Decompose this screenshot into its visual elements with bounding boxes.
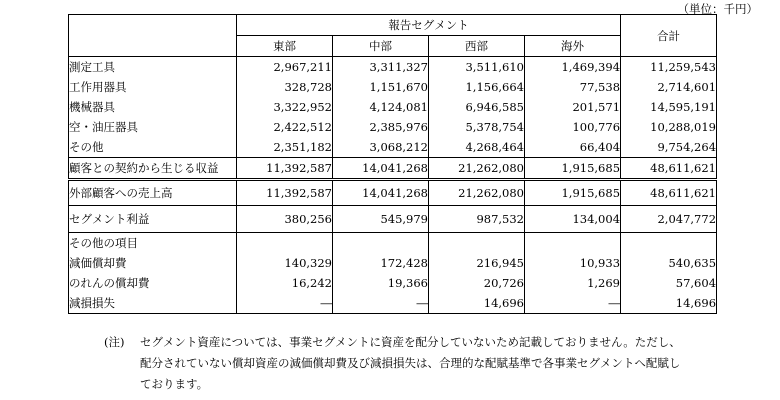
header-segment-east: 東部 <box>237 36 333 57</box>
header-blank <box>69 15 237 57</box>
table-row-segment-profit: セグメント利益 380,256 545,979 987,532 134,004 2,047,772 <box>69 206 717 233</box>
unit-label: （単位：千円） <box>677 2 758 16</box>
table-row: 空・油圧器具 2,422,512 2,385,976 5,378,754 100,776 10,288,019 <box>69 117 717 137</box>
table-row: 減損損失 ― ― 14,696 ― 14,696 <box>69 293 717 314</box>
footnote-line-1: セグメント資産については、事業セグメントに資産を配分していないため記載しておりません。ただし、 <box>140 335 681 349</box>
footnote <box>104 332 764 395</box>
table-row-other-items-title: その他の項目 <box>69 233 717 254</box>
table-row: 工作用器具 328,728 1,151,670 1,156,664 77,538 2,714,601 <box>69 77 717 97</box>
table-row: 減価償却費 140,329 172,428 216,945 10,933 540,635 <box>69 253 717 273</box>
segment-table <box>68 14 717 314</box>
table-row: 測定工具 2,967,211 3,311,327 3,511,610 1,469,394 11,259,543 <box>69 57 717 78</box>
footnote-line-3: ております。 <box>140 377 209 391</box>
header-segment-central: 中部 <box>333 36 429 57</box>
header-segment-west: 西部 <box>429 36 525 57</box>
table-row: 機械器具 3,322,952 4,124,081 6,946,585 201,571 14,595,191 <box>69 97 717 117</box>
table-row-revenue-contracts: 顧客との契約から生じる収益 11,392,587 14,041,268 21,262,080 1,915,685 48,611,621 <box>69 158 717 180</box>
footnote-line-2: 配分されていない償却資産の減価償却費及び減損損失は、合理的な配賦基準で各事業セグメントへ配賦し <box>140 356 681 370</box>
header-reporting-segments: 報告セグメント <box>237 15 621 36</box>
table-row: のれんの償却費 16,242 19,366 20,726 1,269 57,604 <box>69 273 717 293</box>
table-row-external-sales: 外部顧客への売上高 11,392,587 14,041,268 21,262,080 1,915,685 48,611,621 <box>69 180 717 206</box>
footnote-mark: (注) <box>104 335 125 349</box>
header-total: 合計 <box>621 15 717 57</box>
header-segment-overseas: 海外 <box>525 36 621 57</box>
table-row: その他 2,351,182 3,068,212 4,268,464 66,404 9,754,264 <box>69 137 717 158</box>
